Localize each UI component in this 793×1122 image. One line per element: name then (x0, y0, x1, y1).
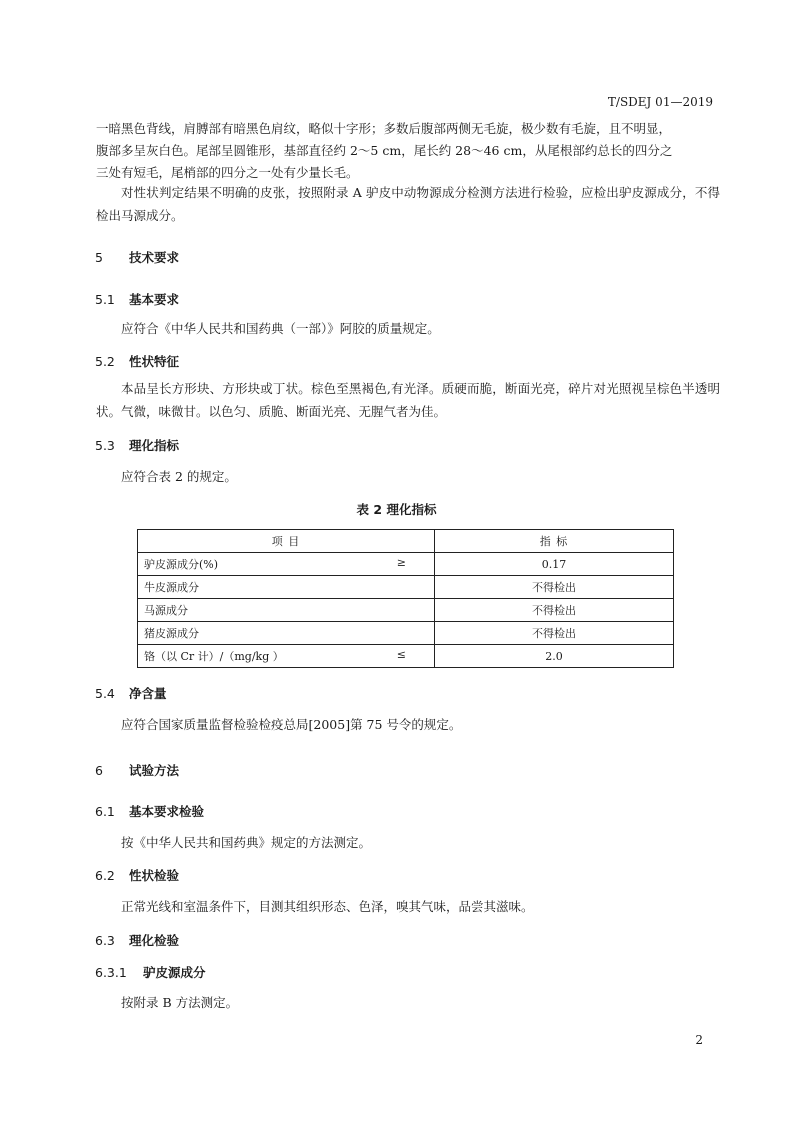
page-number: 2 (695, 1033, 703, 1047)
cell-item (138, 622, 435, 645)
intro-line-2: 腹部多呈灰白色。尾部呈圆锥形，基部直径约 2～5 cm，尾长约 28～46 cm，从尾根部约总长的四分之 (96, 143, 673, 158)
section-6-1-text: 按《中华人民共和国药典》规定的方法测定。 (121, 835, 372, 850)
comparison-symbol: ≤ (396, 648, 406, 661)
section-6-3-1-text: 按附录 B 方法测定。 (121, 995, 239, 1010)
section-5-heading (95, 248, 179, 266)
table-header-row (138, 530, 674, 553)
item-label: 马源成分 (144, 604, 188, 617)
item-label: 驴皮源成分(%) (144, 558, 219, 571)
section-title: 理化检验 (129, 933, 180, 948)
section-title: 性状特征 (129, 354, 180, 369)
section-number: 6.3 (95, 933, 115, 948)
cell-value: 不得检出 (435, 576, 674, 599)
comparison-symbol: ≥ (396, 556, 406, 569)
section-5-1-text: 应符合《中华人民共和国药典（一部）》阿胶的质量规定。 (121, 321, 440, 336)
section-5-4-text: 应符合国家质量监督检验检疫总局[2005]第 75 号令的规定。 (121, 717, 462, 732)
section-title: 驴皮源成分 (143, 965, 206, 980)
section-title: 技术要求 (129, 250, 180, 265)
section-title: 性状检验 (129, 868, 180, 883)
section-number: 6.1 (95, 804, 115, 819)
section-6-1-heading (95, 802, 204, 820)
section-number: 5.3 (95, 438, 115, 453)
table-row (138, 576, 674, 599)
item-label: 铬（以 Cr 计）/（mg/kg ） (144, 650, 284, 663)
section-number: 5.2 (95, 354, 115, 369)
section-6-3-heading (95, 931, 179, 949)
item-label: 牛皮源成分 (144, 581, 199, 594)
standard-code: T/SDEJ 01—2019 (607, 95, 713, 109)
section-number: 6.2 (95, 868, 115, 883)
cell-item (138, 645, 435, 668)
spec-table (137, 529, 674, 668)
section-5-4-heading (95, 684, 167, 702)
section-6-2-heading (95, 866, 179, 884)
section-5-3-heading (95, 436, 179, 454)
intro-paragraph-2: 对性状判定结果不明确的皮张，按照附录 A 驴皮中动物源成分检测方法进行检验，应检出驴皮源成分，不得检出马源成分。 (96, 185, 720, 223)
cell-item (138, 576, 435, 599)
section-title: 试验方法 (129, 763, 180, 778)
section-5-2-heading (95, 352, 179, 370)
section-title: 净含量 (129, 686, 167, 701)
section-6-3-1-heading (95, 963, 206, 981)
table-row (138, 553, 674, 576)
cell-value: 不得检出 (435, 599, 674, 622)
section-5-2-text: 本品呈长方形块、方形块或丁状。棕色至黑褐色,有光泽。质硬而脆，断面光亮，碎片对光照视呈棕色半透明状。气微，味微甘。以色匀、质脆、断面光亮、无腥气者为佳。 (96, 381, 720, 419)
item-label: 猪皮源成分 (144, 627, 199, 640)
section-6-2-text: 正常光线和室温条件下，目测其组织形态、色泽，嗅其气味，品尝其滋味。 (121, 899, 534, 914)
section-number: 6 (95, 763, 103, 778)
intro-line-1: 一暗黑色背线，肩膊部有暗黑色肩纹，略似十字形；多数后腹部两侧无毛旋，极少数有毛旋，且不明显， (96, 121, 672, 136)
section-title: 基本要求检验 (129, 804, 205, 819)
header-value: 指 标 (435, 530, 674, 553)
cell-value: 0.17 (435, 553, 674, 576)
header-item: 项 目 (138, 530, 435, 553)
section-5-1-heading (95, 290, 179, 308)
section-number: 5.1 (95, 292, 115, 307)
table-row (138, 622, 674, 645)
cell-value: 不得检出 (435, 622, 674, 645)
section-number: 6.3.1 (95, 965, 127, 980)
table-row (138, 599, 674, 622)
section-title: 理化指标 (129, 438, 180, 453)
section-number: 5 (95, 250, 103, 265)
table-row (138, 645, 674, 668)
section-6-heading (95, 761, 179, 779)
cell-item (138, 553, 435, 576)
intro-line-3: 三处有短毛，尾梢部的四分之一处有少量长毛。 (96, 165, 359, 180)
cell-value: 2.0 (435, 645, 674, 668)
cell-item (138, 599, 435, 622)
section-5-3-text: 应符合表 2 的规定。 (121, 469, 237, 484)
section-number: 5.4 (95, 686, 115, 701)
table-caption: 表 2 理化指标 (356, 502, 437, 517)
section-title: 基本要求 (129, 292, 180, 307)
